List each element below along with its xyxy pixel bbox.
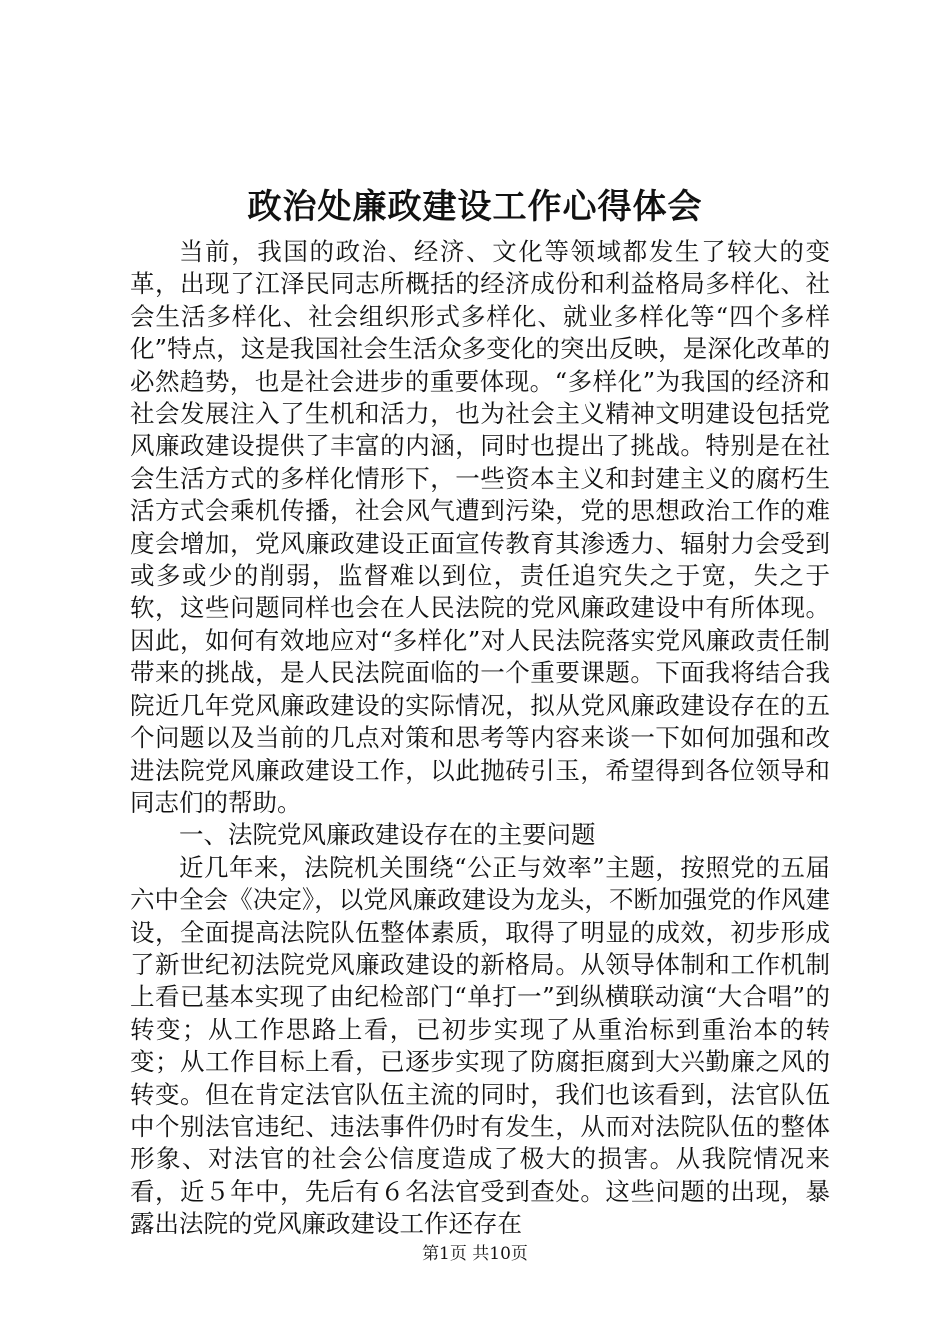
page-footer: 第1页 共10页 (422, 1244, 528, 1264)
document-title: 政治处廉政建设工作心得体会 (247, 187, 703, 227)
section-heading: 一、法院党风廉政建设存在的主要问题 (179, 820, 596, 850)
document-body (130, 236, 830, 1241)
paragraph-problems: 近几年来，法院机关围绕“公正与效率”主题，按照党的五届六中全会《决定》，以党风廉政建设为龙头，不断加强党的作风建设，全面提高法院队伍整体素质，取得了明显的成效，初步形成了新世纪初法院党风廉政建设的新格局。从领导体制和工作机制上看已基本实现了由纪检部门“单打一”到纵横联动演“大合唱”的转变；从工作思路上看，已初步实现了从重治标到重治本的转变；从工作目标上看，已逐步实现了防腐拒腐到大兴勤廉之风的转变。但在肯定法官队伍主流的同时，我们也该看到，法官队伍中个别法官违纪、违法事件仍时有发生，从而对法院队伍的整体形象、对法官的社会公信度造成了极大的损害。从我院情况来看，近５年中，先后有６名法官受到查处。这些问题的出现，暴露出法院的党风廉政建设工作还存在 (130, 852, 830, 1239)
paragraph-intro: 当前，我国的政治、经济、文化等领域都发生了较大的变革，出现了江泽民同志所概括的经济成份和利益格局多样化、社会生活多样化、社会组织形式多样化、就业多样化等“四个多样化”特点，这是我国社会生活众多变化的突出反映，是深化改革的必然趋势，也是社会进步的重要体现。“多样化”为我国的经济和社会发展注入了生机和活力，也为社会主义精神文明建设包括党风廉政建设提供了丰富的内涵，同时也提出了挑战。特别是在社会生活方式的多样化情形下，一些资本主义和封建主义的腐朽生活方式会乘机传播，社会风气遭到污染，党的思想政治工作的难度会增加，党风廉政建设正面宣传教育其渗透力、辐射力会受到或多或少的削弱，监督难以到位，责任追究失之于宽，失之于软，这些问题同样也会在人民法院的党风廉政建设中有所体现。因此，如何有效地应对“多样化”对人民法院落实党风廉政责任制带来的挑战，是人民法院面临的一个重要课题。下面我将结合我院近几年党风廉政建设的实际情况，拟从党风廉政建设存在的五个问题以及当前的几点对策和思考等内容来谈一下如何加强和改进法院党风廉政建设工作，以此抛砖引玉，希望得到各位领导和同志们的帮助。 (130, 237, 830, 817)
